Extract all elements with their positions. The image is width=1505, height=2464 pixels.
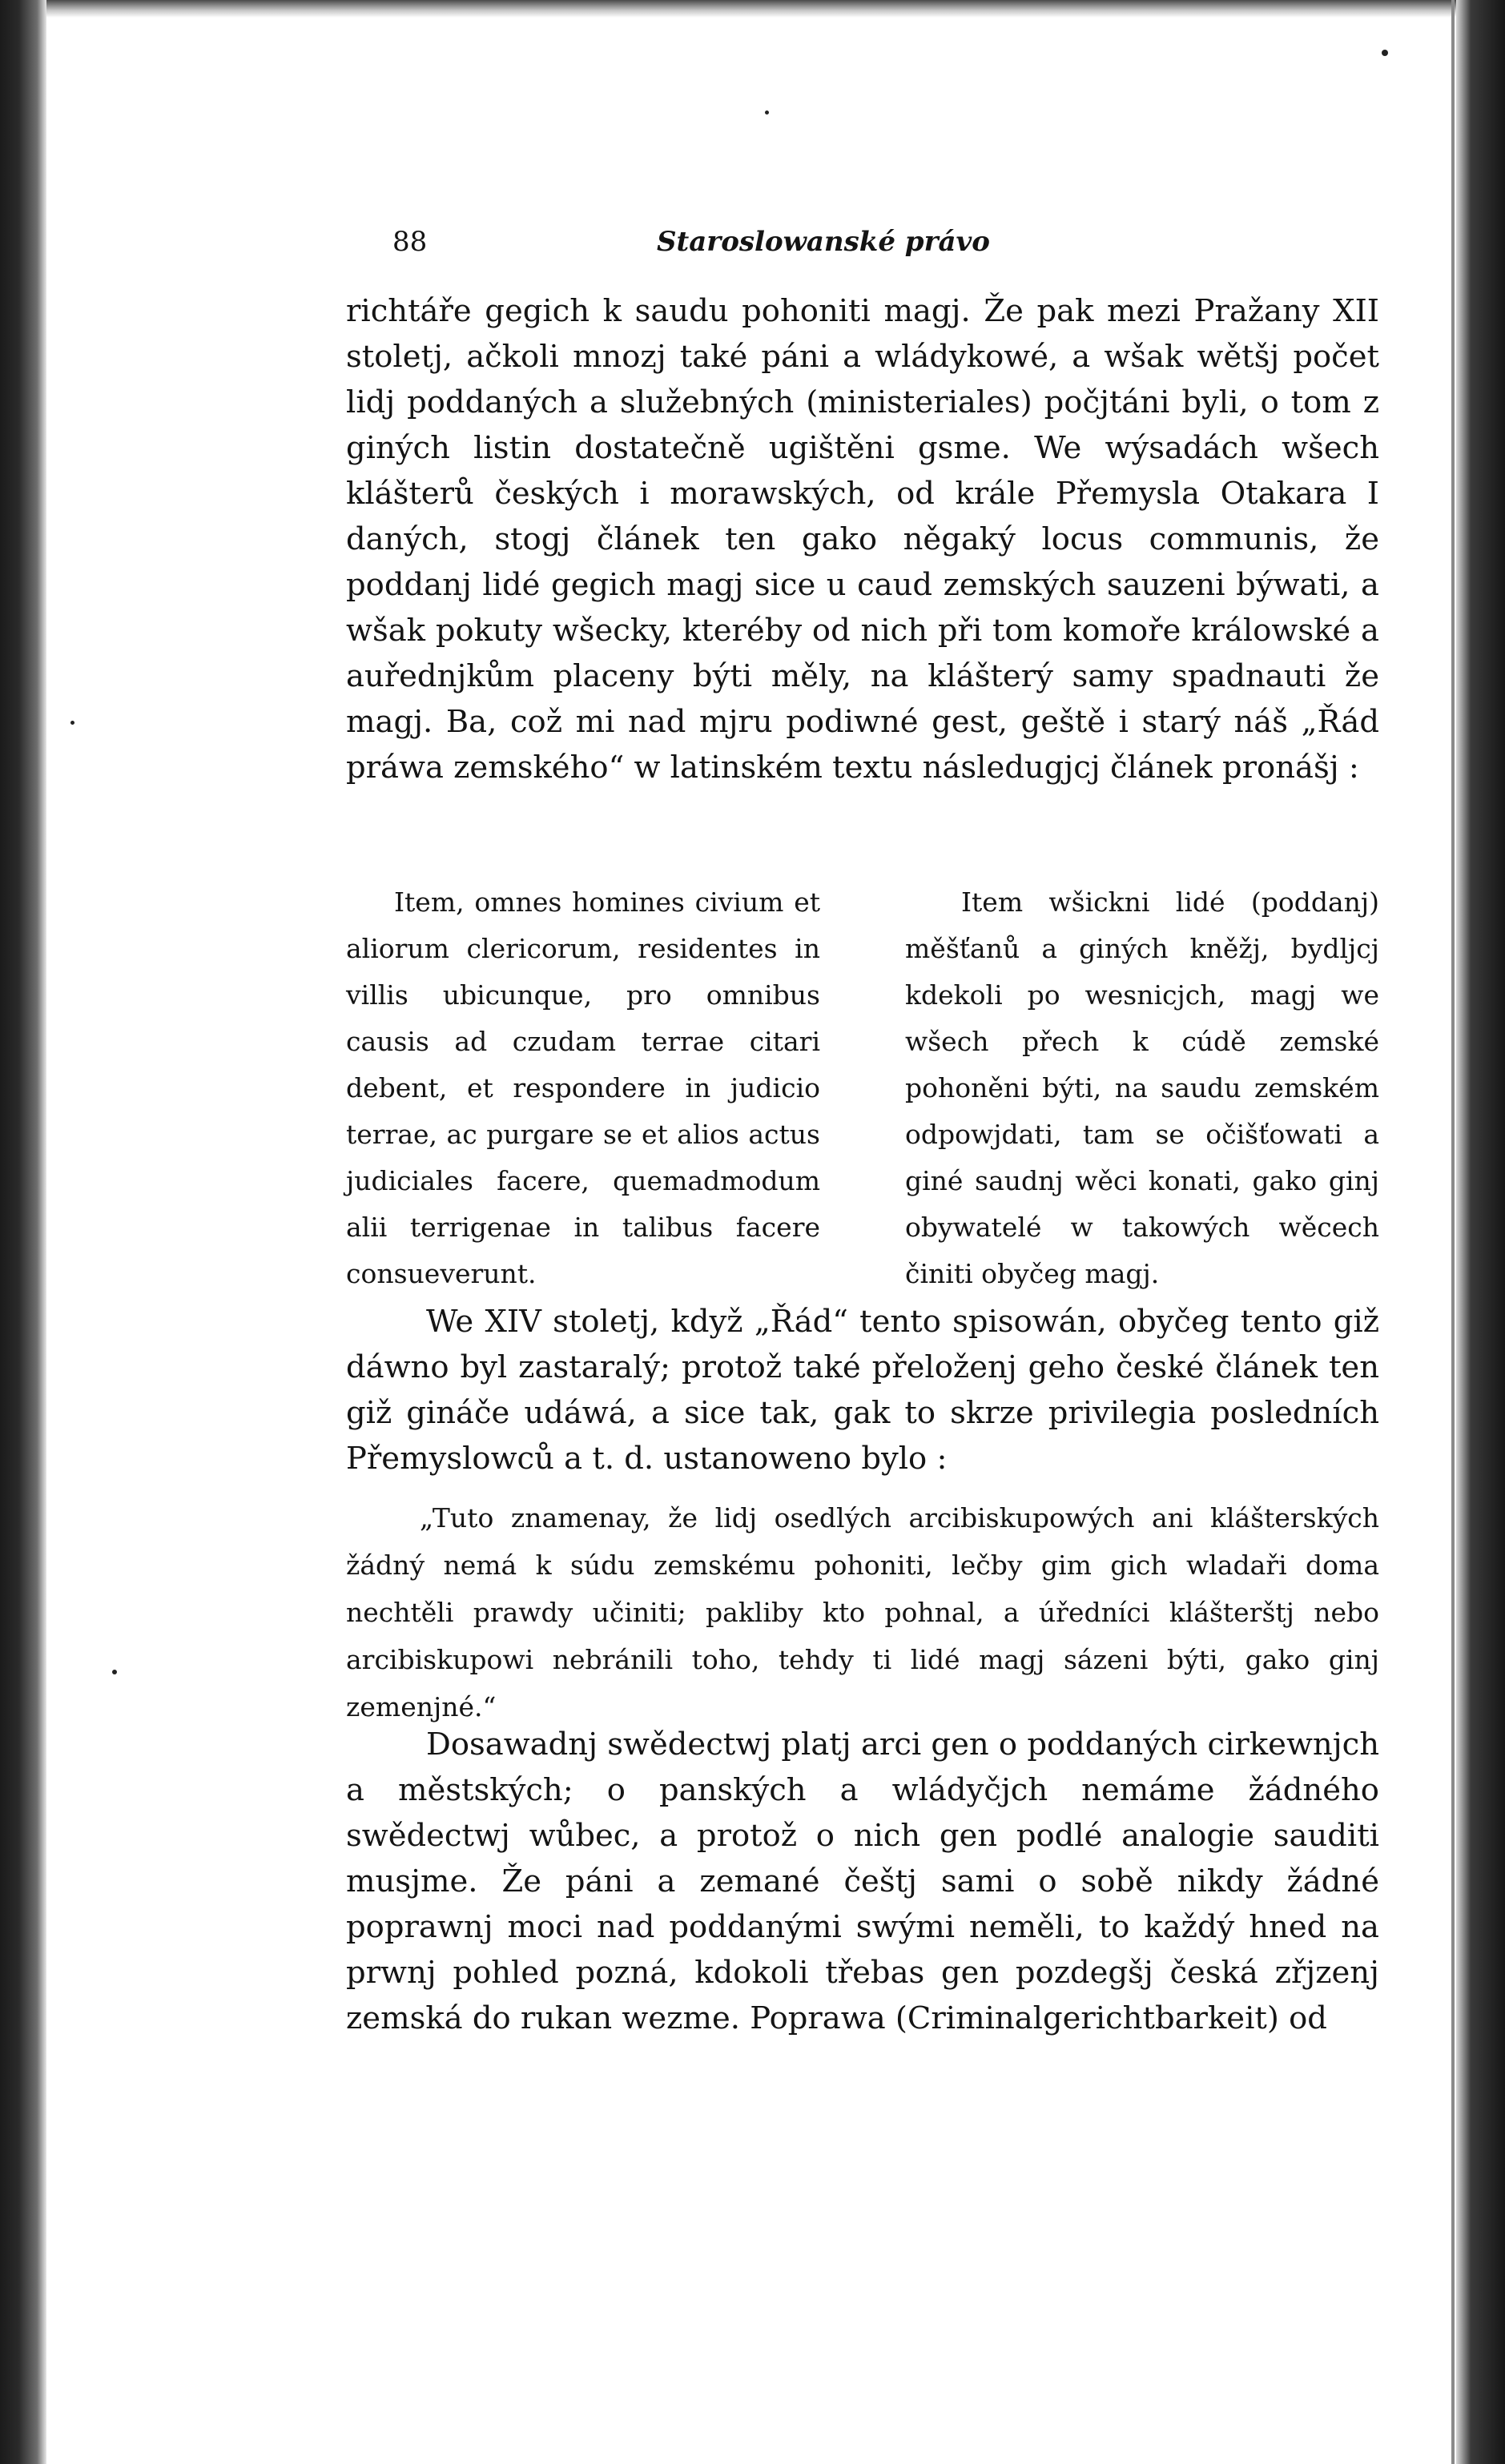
paragraph-1-text: richtáře gegich k saudu pohoniti magj. Že pak mezi Pražany XII stoletj, ačkoli mnozj také páni a wládykowé, a wšak wětšj počet lidj poddaných a služebných (ministeriales) počjtáni byli, o tom z giných listin dostatečně ugištěni gsme. We wýsadách wšech klášterů českých i morawských, od krále Přemysla Otakara I daných, stogj článek ten gako něgaký locus communis, že poddanj lidé gegich magj sice u caud zemských sauzeni býwati, a wšak pokuty wšecky, kteréby od nich při tom komoře králowské a auřednjkům placeny býti měly, na klášterý samy spadnauti že magj. Ba, což mi nad mjru podiwné gest, geště i starý náš „Řád práwa zemského“ w latinském textu následugjcj článek pronášj :: [346, 293, 1379, 786]
running-title: Staroslowanské právo: [657, 226, 990, 258]
scan-top-edge: [46, 0, 1456, 18]
page-number: 88: [392, 226, 428, 258]
scan-speck: [765, 111, 769, 115]
paragraph-1: [346, 288, 1379, 790]
latin-column: [346, 879, 820, 1297]
scan-left-edge: [0, 0, 46, 2464]
latin-column-text: Item, omnes homines civium et aliorum clericorum, residentes in villis ubicunque, pro omnibus causis ad czudam terrae citari debent, et respondere in judicio terrae, ac purgare se et alios actus judiciales facere, quemadmodum alii terrigenae in talibus facere consueverunt.: [346, 886, 820, 1289]
block-quote-text: „Tuto znamenay, že lidj osedlých arcibiskupowých ani klášterských žádný nemá k súdu zemskému pohoniti, lečby gim gich wladaři doma nechtěli prawdy učiniti; pakliby kto pohnal, a úředníci klášterštj nebo arcibiskupowi nebránili toho, tehdy ti lidé magj sázeni býti, gako ginj zemenjné.“: [346, 1502, 1379, 1722]
paragraph-3-text: Dosawadnj swědectwj platj arci gen o poddaných cirkewnjch a městských; o panských a wládyčjch nemáme žádného swědectwj wůbec, a protož o nich gen podlé analogie sauditi musjme. Že páni a zemané češtj sami o sobě nikdy žádné poprawnj moci nad poddanými swými neměli, to každý hned na prwnj pohled pozná, kdokoli třebas gen pozdegšj česká zřjzenj zemská do rukan wezme. Poprawa (Criminalgerichtbarkeit) od: [346, 1726, 1379, 2036]
parallel-text-columns: [346, 879, 1379, 1289]
czech-column: [905, 879, 1379, 1297]
paragraph-2: [346, 1299, 1379, 1481]
scan-speck: [70, 721, 74, 725]
scan-speck: [1382, 50, 1388, 56]
paragraph-2-text: We XIV stoletj, když „Řád“ tento spisowán, obyčeg tento giž dáwno byl zastaralý; protož také přeloženj geho české článek ten giž gináče udáwá, a sice tak, gak to skrze privilegia posledních Přemyslowců a t. d. ustanoweno bylo :: [346, 1304, 1379, 1477]
scan-right-fold: [1451, 0, 1455, 2464]
paragraph-3: [346, 1722, 1379, 2041]
page-header: [392, 218, 1081, 266]
scan-speck: [112, 1670, 117, 1674]
czech-column-text: Item wšickni lidé (poddanj) měšťanů a giných kněžj, bydljcj kdekoli po wesnicjch, magj we wšech přech k cúdě zemské pohoněni býti, na saudu zemském odpowjdati, tam se očišťowati a giné saudnj wěci konati, gako ginj obywatelé w takowých wěcech činiti obyčeg magj.: [905, 886, 1379, 1289]
block-quote: [346, 1494, 1379, 1730]
scan-right-edge: [1456, 0, 1505, 2464]
